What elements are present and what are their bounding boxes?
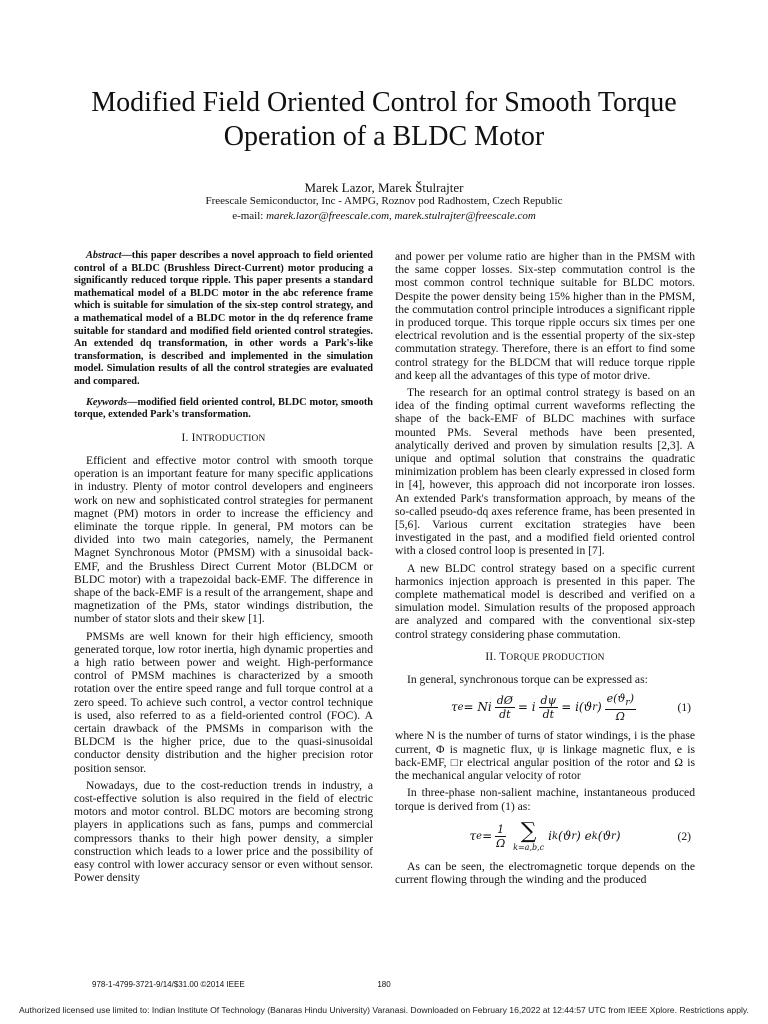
eq-numerator: dØ [496,694,513,708]
license-notice: Authorized licensed use limited to: Indian Institute Of Technology (Banaras Hindu University) Varanasi. Downloaded on February 16,2022 at 12:44:57 UTC from IEEE Xplore. Restrictions apply. [19,1005,749,1015]
eq-denominator: Ω [496,836,506,850]
section-title-rest: ORQUE PRODUCTION [506,652,605,663]
eq-term: (ϑ [558,828,572,843]
email-label: e-mail: [232,210,267,222]
eq-fraction [495,823,506,850]
eq-subscript: r [592,702,597,714]
paragraph: Efficient and effective motor control with smooth torque operation is an important feature for many specific applications in industry. Plenty of motor control developers and engineers work on new and sophisticated control strategies for permanent magnet (PM) motors in order to increase the efficiency and eliminate the torque ripple. In general, PM motors can be divided into two main categories, namely, the Permanent Magnet Synchronous Motor (PMSM) with a sinusoidal back-EMF, and the Brushless Direct Current Motor (BLDCM or BLDC motor) with a trapezoidal back-EMF. The difference in shape of the back-EMF is a result of the arrangement, shape and magnetization of the PMs, stator windings distribution, the number of stator slots and their skew [1]. [74,453,373,626]
eq-subscript: e [476,830,483,842]
eq-term: e(ϑ [606,692,626,706]
eq-subscript: r [571,830,577,842]
equation-number: (2) [677,829,691,843]
eq-term: ) e [576,828,592,843]
paragraph: Nowadays, due to the cost-reduction trends in industry, a cost-effective solution is also required in the field of electric motors and motor control. BLDC motors are becoming strong players in applications such as fans, pumps and commercial compressors thanks to their high power density, a simpler construction which leads to a lower price and the possibility of easy control with lower accuracy sensor or even without sensor. Power density [74,778,373,885]
eq-term: ) [615,828,621,843]
eq-term: = i [517,700,536,715]
summation-operator [513,818,545,852]
paragraph: In general, synchronous torque can be expressed as: [407,673,648,687]
section-number: I. [181,431,192,444]
paper-email-line [0,209,768,223]
eq-denominator: dt [542,708,555,722]
paragraph: The research for an optimal control strategy is based on an idea of the finding optimal current waveforms reflecting the shape of the back-EMF of BLDC machines with surface mounted PMs. Several methods have been presented, analytically derived and proven by simulation results [2,3]. A unique and optimal solution that constrains the quadratic minimization problem has been clearly expressed in closed form in [4], however, this approach did not incorporate iron losses. An extended Park's transformation approach, by means of the so-called pseudo-dq axes reference frame, has been presented in [5,6]. Various current excitation strategies have been investigated in the past, and a modified field oriented control with a closed control loop is presented in [7]. [395,386,695,558]
eq-term: ) [596,700,602,715]
paper-affiliation: Freescale Semiconductor, Inc - AMPG, Roznov pod Radhostem, Czech Republic [205,195,563,207]
isbn-line: 978-1-4799-3721-9/14/$31.00 ©2014 IEEE [92,980,245,989]
eq-subscript: r [611,830,616,842]
eq-term: = [482,828,493,843]
eq-numerator: 1 [497,822,505,836]
eq-term: i [548,828,552,843]
eq-fraction [495,694,515,721]
eq-fraction [539,694,559,721]
eq-fraction [605,692,636,723]
abstract [74,250,373,389]
equation-1 [395,692,695,723]
eq-denominator: dt [499,708,511,722]
paragraph: PMSMs are well known for their high efficiency, smooth generated torque, low rotor inertia, high dynamic properties and a high ratio between power and weight. High-performance control of PMSM machines is characterized by a smooth rotation over the entire speed range and full torque control at a zero speed. To achieve such control, a vector control technique is used, also referred to as a field-oriented control (FOC). A certain drawback of the PMSMs in comparison with the BLDCM is the higher price, due to the quasi-sinusoidal conductor density distribution and the higher precision rotor position sensor. [74,629,373,775]
eq-numerator: dψ [540,694,557,708]
keywords-lead: Keywords [86,396,128,408]
abstract-lead: Abstract [86,250,122,261]
eq-denominator: Ω [615,710,625,724]
page-number: 180 [377,980,391,989]
email-addresses: marek.lazor@freescale.com, marek.stulrajter@freescale.com [266,210,536,222]
paper-authors: Marek Lazor, Marek Štulrajter [304,180,464,195]
paper-title: Modified Field Oriented Control for Smooth Torque Operation of a BLDC Motor [91,87,677,152]
section-heading-introduction [74,432,373,446]
abstract-text: —this paper describes a novel approach to field oriented control of a BLDC (Brushless Direct-Current) motor producing a significantly reduced torque ripple. This paper presents a standard mathematical model of a BLDC motor in the abc reference frame which is suitable for simulation of the six-step control strategy, and a mathematical model of a BLDC motor in the dq reference frame suitable for standard and modified field oriented control strategies. An extended dq transformation, in other words a Park's-like transformation, is described and implemented in the simulation model. Simulation results of all the control strategies are evaluated and compared. [74,250,373,387]
eq-subscript: k [591,830,598,842]
eq-term: = i(ϑ [561,700,593,715]
paragraph: and power per volume ratio are higher than in the PMSM with the same copper losses. Six-step commutation control is the most common control technique suitable for BLDC motors. Despite the power density being 15% higher than in the PMSM, the commutation control principle introduces a significant ripple in produced torque. This torque ripple occurs six times per one electrical revolution and is the essential property of the six-step commutation strategy. Therefore, there is an effort to find some control strategy for the BLDCM that will reduce torque ripple and keep all the advantages of this type of motor drive. [395,250,695,382]
paragraph: As can be seen, the electromagnetic torque depends on the current flowing through the winding and the produced [395,859,695,886]
equation-2 [395,818,695,852]
eq-numerator [605,692,636,710]
eq-symbol: τ [469,828,477,843]
eq-subscript: e [457,702,464,714]
eq-subscript: r [625,697,630,709]
section-number: II. [485,650,500,663]
sigma-symbol: ∑ [520,818,537,844]
eq-term: = Ni [463,700,492,715]
right-column [395,250,695,886]
paragraph: In three-phase non-salient machine, instantaneous produced torque is derived from (1) as: [395,786,695,813]
paragraph: where N is the number of turns of stator windings, i is the phase current, Φ is magnetic flux, ψ is linkage magnetic flux, e is back-EMF, □r electrical angular position of the rotor and Ω is the mechanical angular velocity of rotor [395,729,695,783]
eq-term: ) [629,692,635,706]
left-column [74,250,373,884]
paragraph: A new BLDC control strategy based on a specific current harmonics injection approach is presented in this paper. The complete mathematical model is described and verified on a simulation model. Simulation results of the proposed approach are analyzed and compared with the conventional six-step control strategy considering phase commutation. [395,561,695,641]
eq-symbol: τ [450,700,458,715]
section-initial: T [499,650,507,663]
eq-subscript: k [551,830,559,842]
section-title-rest: NTRODUCTION [195,433,266,444]
sum-index: k=a,b,c [513,842,545,852]
section-initial: I [191,431,196,444]
keywords-text: —modified field oriented control, BLDC motor, smooth torque, extended Park's transformation. [74,396,373,421]
section-heading-torque-production [395,651,695,665]
equation-number: (1) [677,701,691,715]
eq-term: (ϑ [597,828,612,843]
keywords [74,397,373,422]
